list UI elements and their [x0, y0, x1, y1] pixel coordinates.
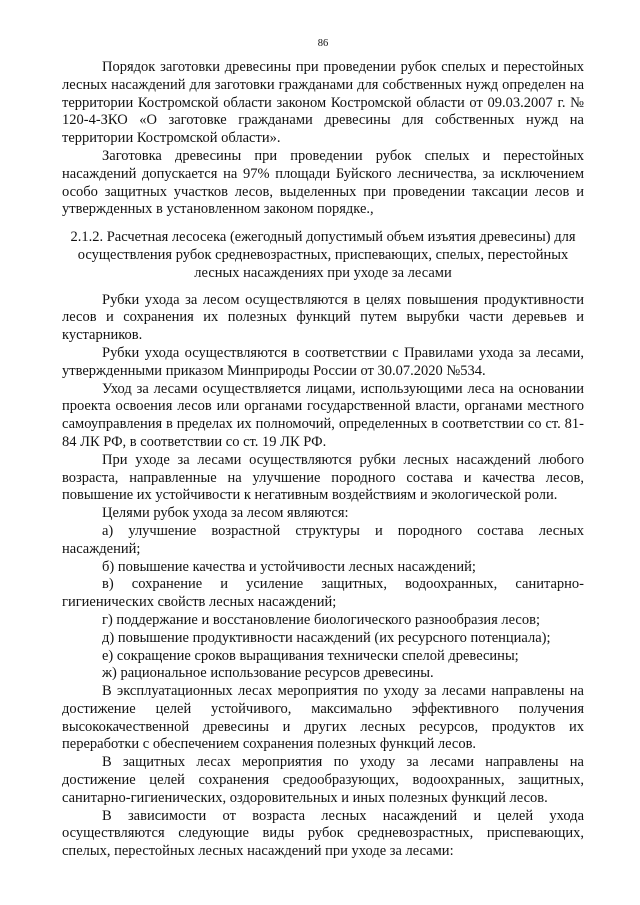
page-number: 86	[317, 38, 329, 49]
paragraph: Заготовка древесины при проведении рубок спелых и перестойных насаждений допускается на 97% площади Буйского лесничества, за исключением особо защитных участков лесов, выделенных при проведении таксации лесов и утвержденных в установленном законом порядке.,	[62, 147, 584, 218]
paragraph: Порядок заготовки древесины при проведении рубок спелых и перестойных лесных насаждений для заготовки гражданами для собственных нужд определен на территории Костромской области законом Костромской области от 09.03.2007 г. № 120-4-ЗКО «О заготовке гражданами древесины для собственных нужд на территории Костромской области».	[62, 59, 584, 147]
section-heading: 2.1.2. Расчетная лесосека (ежегодный допустимый объем изъятия древесины) для осуществления рубок средневозрастных, приспевающих, спелых, перестойных лесных насаждениях при уходе за лесами	[70, 229, 576, 281]
paragraph: При уходе за лесами осуществляются рубки лесных насаждений любого возраста, направленные на улучшение породного состава и качества лесов, повышение их устойчивости к негативным воздействиям и экологической роли.	[62, 451, 584, 504]
list-item: д) повышение продуктивности насаждений (их ресурсного потенциала);	[102, 629, 551, 646]
list-item: е) сокращение сроков выращивания технически спелой древесины;	[102, 647, 519, 664]
list-item: б) повышение качества и устойчивости лесных насаждений;	[102, 558, 476, 575]
paragraph: В зависимости от возраста лесных насаждений и целей ухода осуществляются следующие виды рубок средневозрастных, приспевающих, спелых, перестойных лесных насаждений при уходе за лесами:	[62, 807, 584, 860]
paragraph: Уход за лесами осуществляется лицами, использующими леса на основании проекта освоения лесов или органами государственной власти, органами местного самоуправления в пределах их полномочий, определенных в соответствии со ст. 81-84 ЛК РФ, в соответствии со ст. 19 ЛК РФ.	[62, 380, 584, 450]
list-item: а) улучшение возрастной структуры и породного состава лесных насаждений;	[62, 522, 584, 557]
document-body	[62, 59, 584, 861]
paragraph: Целями рубок ухода за лесом являются:	[102, 505, 349, 522]
list-item: в) сохранение и усиление защитных, водоохранных, санитарно-гигиенических свойств лесных насаждений;	[62, 576, 584, 611]
list-item: ж) рациональное использование ресурсов древесины.	[102, 665, 434, 682]
paragraph: В эксплуатационных лесах мероприятия по уходу за лесами направлены на достижение целей устойчивого, максимально эффективного получения высококачественной древесины и других лесных ресурсов, продуктов их переработки с обеспечением сохранения полезных функций лесов.	[62, 683, 584, 753]
paragraph: Рубки ухода осуществляются в соответствии с Правилами ухода за лесами, утвержденными приказом Минприроды России от 30.07.2020 №534.	[62, 344, 584, 379]
paragraph: В защитных лесах мероприятия по уходу за лесами направлены на достижение целей сохранения средообразующих, водоохранных, защитных, санитарно-гигиенических, оздоровительных и иных полезных функций лесов.	[62, 754, 584, 806]
list-item: г) поддержание и восстановление биологического разнообразия лесов;	[102, 611, 540, 628]
paragraph: Рубки ухода за лесом осуществляются в целях повышения продуктивности лесов и сохранения их полезных функций путем вырубки части деревьев и кустарников.	[62, 291, 584, 344]
document-page	[62, 0, 584, 905]
